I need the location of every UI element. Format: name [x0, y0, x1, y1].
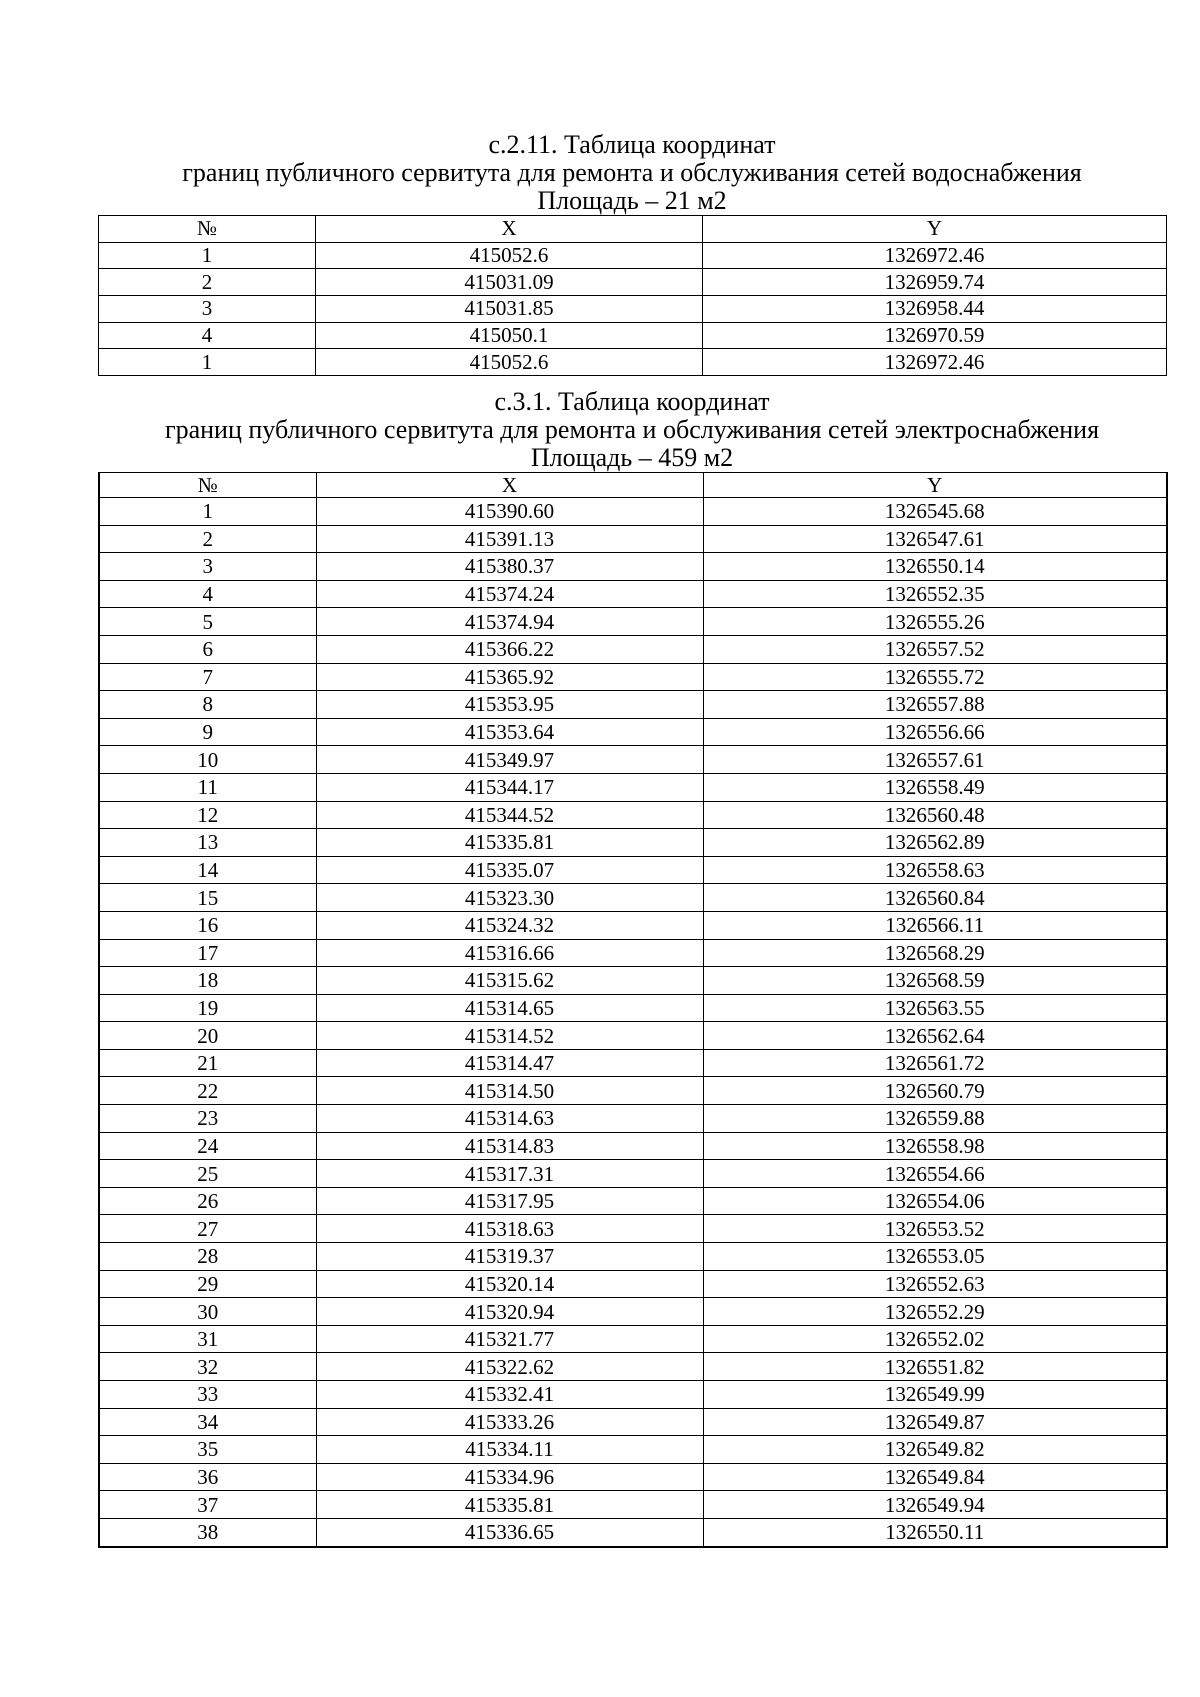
coordinate-y-cell: 1326557.52: [703, 635, 1167, 663]
column-header-x: X: [316, 473, 703, 498]
coordinate-y-cell: 1326568.29: [703, 939, 1167, 967]
table-row: [99, 856, 1167, 884]
point-number-cell: 16: [99, 911, 316, 939]
point-number-cell: 2: [99, 525, 316, 553]
table-header-row: [99, 473, 1167, 498]
table-row: [99, 635, 1167, 663]
point-number-cell: 26: [99, 1187, 316, 1215]
table-row: [99, 746, 1167, 774]
coordinate-x-cell: 415031.09: [316, 269, 703, 296]
point-number-cell: 27: [99, 1215, 316, 1243]
table-row: [99, 1160, 1167, 1188]
column-header-y: Y: [703, 216, 1167, 243]
column-header-number: №: [99, 216, 316, 243]
table-subtitle: границ публичного сервитута для ремонта и обслуживания сетей электроснабжения: [164, 415, 1100, 444]
coordinate-x-cell: 415314.52: [316, 1022, 703, 1050]
coordinate-y-cell: 1326549.94: [703, 1491, 1167, 1519]
coordinate-section-water: [98, 131, 1166, 376]
coordinate-y-cell: 1326552.02: [703, 1325, 1167, 1353]
coordinate-x-cell: 415321.77: [316, 1325, 703, 1353]
coordinate-y-cell: 1326552.29: [703, 1298, 1167, 1326]
point-number-cell: 36: [99, 1463, 316, 1491]
point-number-cell: 22: [99, 1077, 316, 1105]
point-number-cell: 4: [99, 580, 316, 608]
coordinate-x-cell: 415374.94: [316, 608, 703, 636]
table-row: [99, 1518, 1167, 1546]
coordinate-x-cell: 415333.26: [316, 1408, 703, 1436]
point-number-cell: 1: [99, 498, 316, 526]
coordinate-x-cell: 415336.65: [316, 1518, 703, 1546]
coordinate-y-cell: 1326547.61: [703, 525, 1167, 553]
table-body: [99, 498, 1167, 1547]
coordinate-y-cell: 1326555.26: [703, 608, 1167, 636]
coordinate-y-cell: 1326553.52: [703, 1215, 1167, 1243]
point-number-cell: 13: [99, 829, 316, 857]
table-row: [99, 1049, 1167, 1077]
coordinate-x-cell: 415334.96: [316, 1463, 703, 1491]
coordinate-x-cell: 415314.63: [316, 1105, 703, 1133]
coordinate-section-electric: [98, 388, 1166, 1548]
table-row: [99, 1132, 1167, 1160]
coordinate-y-cell: 1326554.06: [703, 1187, 1167, 1215]
table-row: [99, 939, 1167, 967]
coordinate-y-cell: 1326970.59: [703, 322, 1167, 349]
coordinate-y-cell: 1326959.74: [703, 269, 1167, 296]
point-number-cell: 9: [99, 718, 316, 746]
table-row: [99, 269, 1167, 296]
point-number-cell: 24: [99, 1132, 316, 1160]
coordinate-y-cell: 1326552.63: [703, 1270, 1167, 1298]
point-number-cell: 35: [99, 1436, 316, 1464]
coordinate-y-cell: 1326560.48: [703, 801, 1167, 829]
coordinate-y-cell: 1326972.46: [703, 242, 1167, 269]
coordinate-x-cell: 415380.37: [316, 553, 703, 581]
point-number-cell: 37: [99, 1491, 316, 1519]
table-row: [99, 525, 1167, 553]
coordinate-y-cell: 1326958.44: [703, 296, 1167, 323]
coordinate-x-cell: 415052.6: [316, 242, 703, 269]
coordinate-x-cell: 415314.65: [316, 994, 703, 1022]
point-number-cell: 5: [99, 608, 316, 636]
coordinate-y-cell: 1326549.84: [703, 1463, 1167, 1491]
area-label: Площадь – 459 м2: [530, 443, 734, 472]
column-header-y: Y: [703, 473, 1167, 498]
coordinate-y-cell: 1326972.46: [703, 349, 1167, 376]
point-number-cell: 19: [99, 994, 316, 1022]
point-number-cell: 12: [99, 801, 316, 829]
section-heading: [98, 131, 1166, 215]
coordinate-x-cell: 415332.41: [316, 1381, 703, 1409]
coordinate-y-cell: 1326566.11: [703, 911, 1167, 939]
coordinate-y-cell: 1326562.64: [703, 1022, 1167, 1050]
table-row: [99, 1077, 1167, 1105]
coordinates-table: [98, 215, 1167, 376]
point-number-cell: 7: [99, 663, 316, 691]
coordinates-table: [98, 472, 1168, 1548]
point-number-cell: 25: [99, 1160, 316, 1188]
column-header-number: №: [99, 473, 316, 498]
point-number-cell: 8: [99, 691, 316, 719]
coordinate-x-cell: 415031.85: [316, 296, 703, 323]
coordinate-x-cell: 415335.81: [316, 1491, 703, 1519]
coordinate-x-cell: 415335.81: [316, 829, 703, 857]
coordinate-y-cell: 1326568.59: [703, 967, 1167, 995]
table-row: [99, 663, 1167, 691]
table-row: [99, 1298, 1167, 1326]
coordinate-x-cell: 415317.95: [316, 1187, 703, 1215]
coordinate-y-cell: 1326549.99: [703, 1381, 1167, 1409]
point-number-cell: 28: [99, 1243, 316, 1271]
coordinate-y-cell: 1326557.88: [703, 691, 1167, 719]
point-number-cell: 15: [99, 884, 316, 912]
coordinate-y-cell: 1326559.88: [703, 1105, 1167, 1133]
point-number-cell: 10: [99, 746, 316, 774]
table-row: [99, 1187, 1167, 1215]
table-row: [99, 1215, 1167, 1243]
table-row: [99, 884, 1167, 912]
column-header-x: X: [316, 216, 703, 243]
point-number-cell: 20: [99, 1022, 316, 1050]
coordinate-x-cell: 415314.83: [316, 1132, 703, 1160]
table-row: [99, 1353, 1167, 1381]
point-number-cell: 32: [99, 1353, 316, 1381]
table-row: [99, 773, 1167, 801]
point-number-cell: 30: [99, 1298, 316, 1326]
point-number-cell: 23: [99, 1105, 316, 1133]
coordinate-x-cell: 415334.11: [316, 1436, 703, 1464]
point-number-cell: 11: [99, 773, 316, 801]
coordinate-x-cell: 415324.32: [316, 911, 703, 939]
coordinate-y-cell: 1326560.79: [703, 1077, 1167, 1105]
table-row: [99, 1022, 1167, 1050]
point-number-cell: 33: [99, 1381, 316, 1409]
table-row: [99, 1463, 1167, 1491]
coordinate-x-cell: 415322.62: [316, 1353, 703, 1381]
coordinate-y-cell: 1326553.05: [703, 1243, 1167, 1271]
coordinate-y-cell: 1326551.82: [703, 1353, 1167, 1381]
table-title: с.2.11. Таблица координат: [488, 130, 776, 159]
table-row: [99, 1491, 1167, 1519]
coordinate-x-cell: 415374.24: [316, 580, 703, 608]
table-row: [99, 691, 1167, 719]
area-label: Площадь – 21 м2: [537, 186, 727, 215]
coordinate-y-cell: 1326562.89: [703, 829, 1167, 857]
point-number-cell: 3: [99, 296, 316, 323]
coordinate-x-cell: 415344.52: [316, 801, 703, 829]
point-number-cell: 14: [99, 856, 316, 884]
coordinate-x-cell: 415315.62: [316, 967, 703, 995]
coordinate-x-cell: 415391.13: [316, 525, 703, 553]
table-row: [99, 911, 1167, 939]
point-number-cell: 38: [99, 1518, 316, 1546]
coordinate-x-cell: 415353.95: [316, 691, 703, 719]
coordinate-x-cell: 415320.14: [316, 1270, 703, 1298]
coordinate-y-cell: 1326552.35: [703, 580, 1167, 608]
table-row: [99, 994, 1167, 1022]
table-subtitle: границ публичного сервитута для ремонта и обслуживания сетей водоснабжения: [182, 158, 1082, 187]
point-number-cell: 31: [99, 1325, 316, 1353]
coordinate-x-cell: 415353.64: [316, 718, 703, 746]
table-row: [99, 1243, 1167, 1271]
coordinate-y-cell: 1326554.66: [703, 1160, 1167, 1188]
coordinate-y-cell: 1326555.72: [703, 663, 1167, 691]
coordinate-y-cell: 1326556.66: [703, 718, 1167, 746]
table-header-row: [99, 216, 1167, 243]
coordinate-x-cell: 415349.97: [316, 746, 703, 774]
table-row: [99, 580, 1167, 608]
coordinate-x-cell: 415316.66: [316, 939, 703, 967]
coordinate-x-cell: 415366.22: [316, 635, 703, 663]
point-number-cell: 1: [99, 349, 316, 376]
coordinate-x-cell: 415050.1: [316, 322, 703, 349]
coordinate-x-cell: 415390.60: [316, 498, 703, 526]
table-row: [99, 1408, 1167, 1436]
point-number-cell: 21: [99, 1049, 316, 1077]
coordinate-y-cell: 1326561.72: [703, 1049, 1167, 1077]
coordinate-y-cell: 1326560.84: [703, 884, 1167, 912]
coordinate-x-cell: 415314.50: [316, 1077, 703, 1105]
coordinate-y-cell: 1326550.11: [703, 1518, 1167, 1546]
coordinate-x-cell: 415318.63: [316, 1215, 703, 1243]
point-number-cell: 29: [99, 1270, 316, 1298]
coordinate-x-cell: 415319.37: [316, 1243, 703, 1271]
table-row: [99, 1436, 1167, 1464]
point-number-cell: 18: [99, 967, 316, 995]
coordinate-x-cell: 415317.31: [316, 1160, 703, 1188]
point-number-cell: 2: [99, 269, 316, 296]
table-title: с.3.1. Таблица координат: [494, 387, 770, 416]
table-row: [99, 608, 1167, 636]
coordinate-y-cell: 1326549.87: [703, 1408, 1167, 1436]
point-number-cell: 17: [99, 939, 316, 967]
table-row: [99, 242, 1167, 269]
table-row: [99, 1325, 1167, 1353]
table-row: [99, 322, 1167, 349]
table-body: [99, 242, 1167, 375]
coordinate-y-cell: 1326558.49: [703, 773, 1167, 801]
point-number-cell: 3: [99, 553, 316, 581]
table-row: [99, 1381, 1167, 1409]
coordinate-y-cell: 1326550.14: [703, 553, 1167, 581]
coordinate-x-cell: 415323.30: [316, 884, 703, 912]
table-row: [99, 349, 1167, 376]
table-row: [99, 1105, 1167, 1133]
coordinate-x-cell: 415365.92: [316, 663, 703, 691]
coordinate-x-cell: 415344.17: [316, 773, 703, 801]
table-row: [99, 296, 1167, 323]
coordinate-y-cell: 1326558.98: [703, 1132, 1167, 1160]
coordinate-y-cell: 1326549.82: [703, 1436, 1167, 1464]
table-row: [99, 498, 1167, 526]
coordinate-x-cell: 415314.47: [316, 1049, 703, 1077]
section-heading: [98, 388, 1166, 472]
table-row: [99, 829, 1167, 857]
point-number-cell: 1: [99, 242, 316, 269]
coordinate-y-cell: 1326558.63: [703, 856, 1167, 884]
table-row: [99, 801, 1167, 829]
coordinate-x-cell: 415052.6: [316, 349, 703, 376]
coordinate-y-cell: 1326545.68: [703, 498, 1167, 526]
table-row: [99, 1270, 1167, 1298]
coordinate-y-cell: 1326557.61: [703, 746, 1167, 774]
point-number-cell: 4: [99, 322, 316, 349]
point-number-cell: 34: [99, 1408, 316, 1436]
table-row: [99, 718, 1167, 746]
coordinate-y-cell: 1326563.55: [703, 994, 1167, 1022]
coordinate-x-cell: 415320.94: [316, 1298, 703, 1326]
table-row: [99, 967, 1167, 995]
table-row: [99, 553, 1167, 581]
coordinate-x-cell: 415335.07: [316, 856, 703, 884]
point-number-cell: 6: [99, 635, 316, 663]
